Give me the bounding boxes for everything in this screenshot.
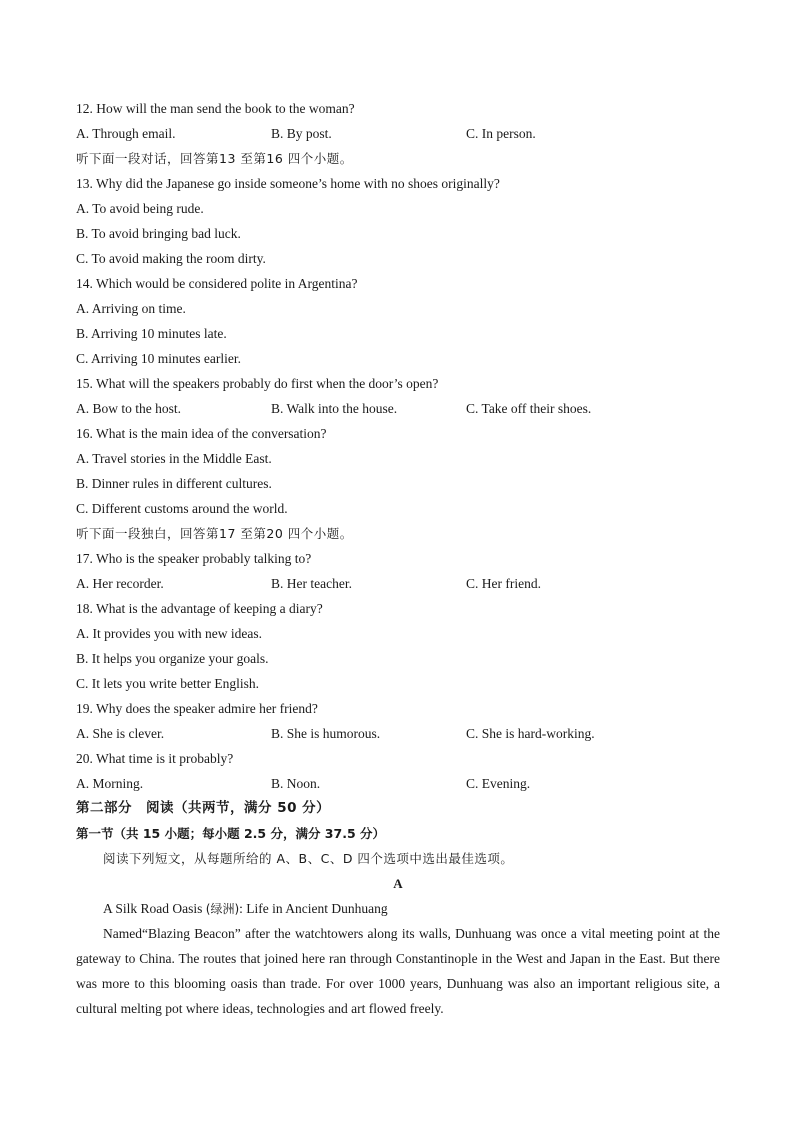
question-13: 13. Why did the Japanese go inside someone’s home with no shoes originally?: [76, 176, 500, 191]
option-b: B. She is humorous.: [271, 726, 381, 741]
options-17: [76, 571, 720, 596]
passage-paragraph: Named“Blazing Beacon” after the watchtowers along its walls, Dunhuang was once a vital meeting point at the gateway to China. The routes that joined here ran through Constantinople in the West and Japan in the East. But there was more to this blooming oasis than trade. For over 1000 years, Dunhuang was also an important religious site, a cultural melting pot where ideas, technologies and art flowed freely.: [76, 926, 720, 1016]
option-c: C. Her friend.: [466, 576, 541, 591]
option-c: C. She is hard-working.: [466, 726, 595, 741]
instruction-17-20: 听下面一段独白，回答第17 至第20 四个小题。: [76, 526, 353, 541]
exam-page: [76, 96, 720, 1021]
option-a: A. Morning.: [76, 776, 144, 791]
question-16: 16. What is the main idea of the conversation?: [76, 426, 327, 441]
option-13-a: A. To avoid being rude.: [76, 201, 204, 216]
option-13-b: B. To avoid bringing bad luck.: [76, 226, 241, 241]
passage-label: A: [393, 876, 403, 891]
options-20: [76, 771, 720, 796]
section-one-title: 第一节（共 15 小题；每小题 2.5 分，满分 37.5 分）: [76, 826, 385, 841]
option-13-c: C. To avoid making the room dirty.: [76, 251, 266, 266]
option-18-a: A. It provides you with new ideas.: [76, 626, 262, 641]
options-12: [76, 121, 720, 146]
option-14-b: B. Arriving 10 minutes late.: [76, 326, 227, 341]
options-19: [76, 721, 720, 746]
question-20: 20. What time is it probably?: [76, 751, 234, 766]
passage-title-part2: : Life in Ancient Dunhuang: [239, 901, 388, 916]
option-b: B. Noon.: [271, 776, 321, 791]
option-c: C. Take off their shoes.: [466, 401, 592, 416]
option-a: A. Bow to the host.: [76, 401, 182, 416]
option-16-c: C. Different customs around the world.: [76, 501, 288, 516]
question-18: 18. What is the advantage of keeping a diary?: [76, 601, 323, 616]
part-two-title: 第二部分 阅读（共两节，满分 50 分）: [76, 800, 331, 816]
option-a: A. She is clever.: [76, 726, 165, 741]
option-a: A. Through email.: [76, 126, 176, 141]
question-12: 12. How will the man send the book to the woman?: [76, 101, 355, 116]
question-15: 15. What will the speakers probably do first when the door’s open?: [76, 376, 439, 391]
option-16-a: A. Travel stories in the Middle East.: [76, 451, 272, 466]
reading-instruction: 阅读下列短文，从每题所给的 A、B、C、D 四个选项中选出最佳选项。: [103, 851, 514, 866]
passage-title-part1: A Silk Road Oasis: [103, 901, 206, 916]
passage-title: [76, 896, 720, 921]
option-18-c: C. It lets you write better English.: [76, 676, 259, 691]
question-14: 14. Which would be considered polite in Argentina?: [76, 276, 358, 291]
option-16-b: B. Dinner rules in different cultures.: [76, 476, 272, 491]
option-c: C. Evening.: [466, 776, 531, 791]
option-c: C. In person.: [466, 126, 536, 141]
option-a: A. Her recorder.: [76, 576, 164, 591]
option-18-b: B. It helps you organize your goals.: [76, 651, 269, 666]
option-b: B. By post.: [271, 126, 332, 141]
question-17: 17. Who is the speaker probably talking to?: [76, 551, 312, 566]
option-14-c: C. Arriving 10 minutes earlier.: [76, 351, 241, 366]
passage-title-cn: (绿洲): [205, 902, 240, 916]
instruction-13-16: 听下面一段对话，回答第13 至第16 四个小题。: [76, 151, 353, 166]
option-14-a: A. Arriving on time.: [76, 301, 186, 316]
option-b: B. Walk into the house.: [271, 401, 398, 416]
question-19: 19. Why does the speaker admire her friend?: [76, 701, 318, 716]
options-15: [76, 396, 720, 421]
option-b: B. Her teacher.: [271, 576, 352, 591]
